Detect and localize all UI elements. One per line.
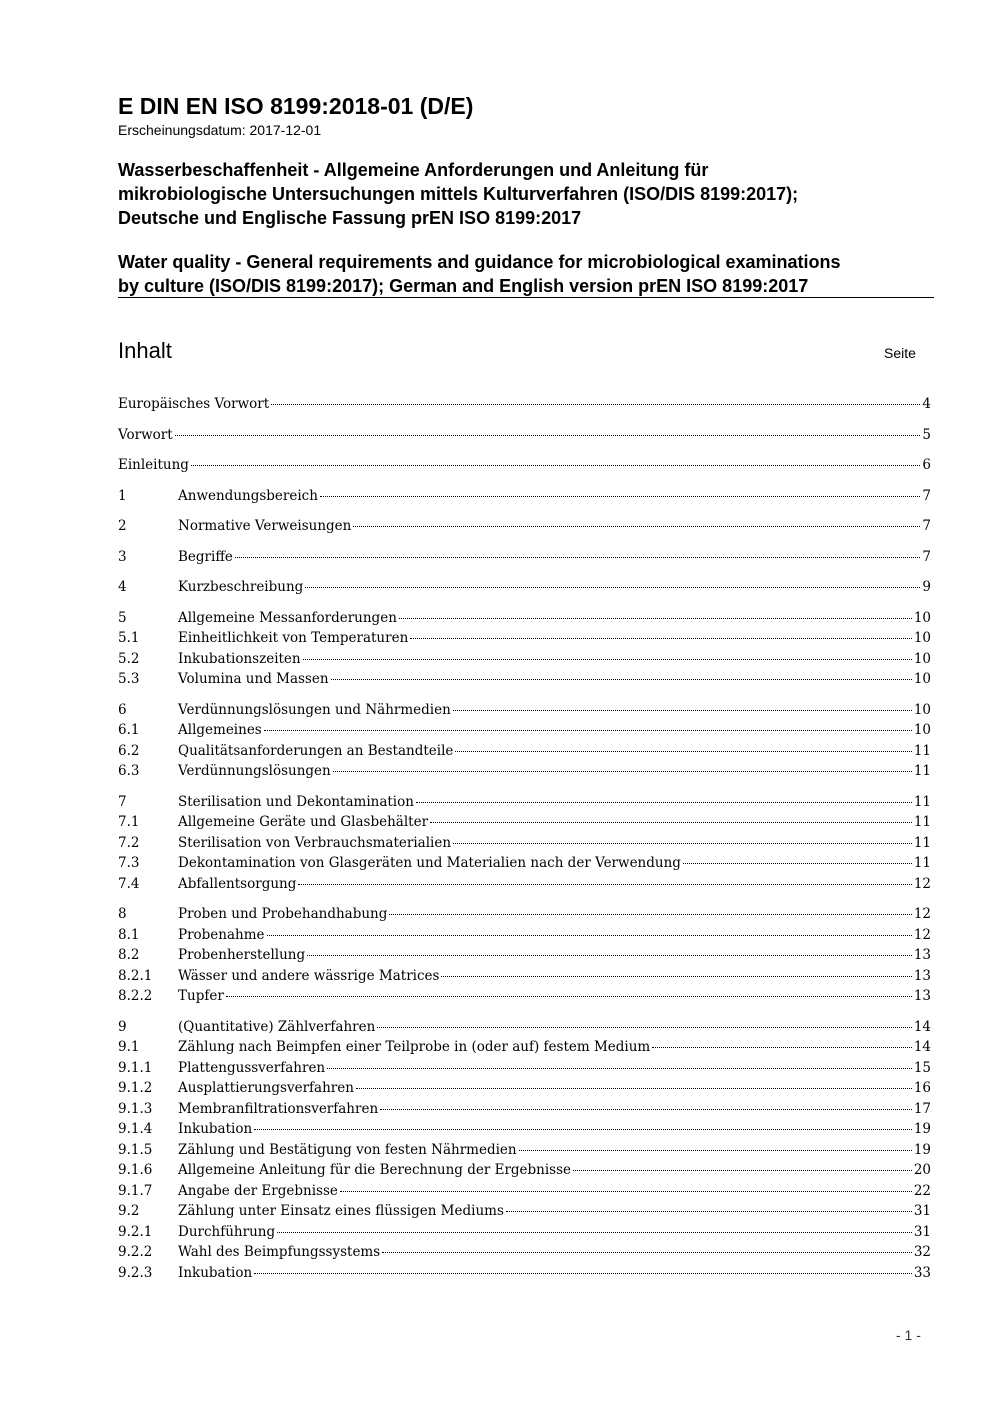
toc-entry-page: 20: [913, 1162, 931, 1178]
toc-entry-page: 11: [913, 855, 931, 871]
toc-entry-number: 9.2.1: [118, 1223, 153, 1240]
toc-entry-page: 9: [922, 579, 931, 595]
title-english: [118, 250, 938, 298]
toc-entry[interactable]: [118, 1222, 931, 1243]
toc-entry[interactable]: [118, 833, 931, 854]
toc-dot-leader: [298, 884, 911, 885]
toc-entry-title: Volumina und Massen: [178, 671, 329, 687]
toc-entry-number: 6: [118, 701, 127, 718]
toc-entry-page: 10: [913, 671, 931, 687]
toc-entry-page: 11: [913, 834, 931, 851]
toc-entry[interactable]: [118, 577, 931, 598]
toc-dot-leader: [235, 557, 921, 558]
toc-dot-leader: [254, 1273, 912, 1274]
toc-entry-number: 7.2: [118, 834, 140, 851]
toc-dot-leader: [382, 1252, 912, 1253]
toc-entry-title: (Quantitative) Zählverfahren: [178, 1018, 376, 1035]
toc-entry[interactable]: [118, 1242, 931, 1263]
toc-page-column-label: Seite: [884, 345, 916, 361]
toc-entry[interactable]: [118, 761, 931, 782]
toc-entry-title: Anwendungsbereich: [178, 487, 318, 504]
toc-entry-page: 19: [913, 1141, 931, 1158]
toc-dot-leader: [254, 1129, 912, 1130]
toc-entry[interactable]: [118, 425, 931, 446]
toc-entry[interactable]: [118, 792, 931, 813]
toc-entry-page: 31: [913, 1223, 931, 1240]
toc-entry[interactable]: [118, 1140, 931, 1161]
toc-entry-title: Wahl des Beimpfungssystems: [178, 1244, 381, 1260]
toc-entry-title: Proben und Probehandhabung: [178, 906, 388, 922]
toc-dot-leader: [191, 465, 920, 466]
toc-entry[interactable]: [118, 1119, 931, 1140]
toc-entry[interactable]: [118, 628, 931, 649]
toc-dot-leader: [683, 863, 912, 864]
toc-entry-number: 9.2: [118, 1203, 140, 1219]
toc-entry-page: 10: [913, 630, 931, 646]
toc-entry[interactable]: [118, 1099, 931, 1120]
toc-entry-page: 4: [922, 396, 931, 412]
toc-dot-leader: [305, 587, 920, 588]
toc-entry-page: 11: [913, 763, 931, 779]
toc-dot-leader: [226, 996, 912, 997]
toc-entry-number: 8.2.1: [118, 967, 153, 984]
toc-entry[interactable]: [118, 1160, 931, 1181]
toc-entry-page: 17: [913, 1100, 931, 1117]
toc-entry[interactable]: [118, 925, 931, 946]
toc-dot-leader: [380, 1109, 912, 1110]
toc-entry-page: 14: [913, 1039, 931, 1055]
toc-entry-title: Sterilisation und Dekontamination: [178, 793, 414, 810]
toc-entry-number: 1: [118, 487, 127, 504]
toc-dot-leader: [573, 1170, 912, 1171]
toc-entry-number: 5.2: [118, 650, 140, 667]
toc-entry[interactable]: [118, 741, 931, 762]
toc-entry-title: Vorwort: [118, 426, 173, 443]
title-german-line: Deutsche und Englische Fassung prEN ISO 8199:2017: [118, 208, 582, 228]
toc-entry-title: Wässer und andere wässrige Matrices: [178, 967, 440, 984]
toc-entry[interactable]: [118, 904, 931, 925]
toc-dot-leader: [389, 914, 911, 915]
toc-entry[interactable]: [118, 516, 931, 537]
toc-entry-title: Inkubationszeiten: [178, 650, 301, 667]
toc-heading: Inhalt: [118, 338, 172, 363]
toc-dot-leader: [377, 1027, 912, 1028]
toc-entry-title: Begriffe: [178, 548, 233, 565]
toc-entry-number: 9.1.7: [118, 1182, 153, 1199]
toc-dot-leader: [410, 638, 912, 639]
toc-entry-title: Tupfer: [178, 988, 224, 1004]
toc-entry-page: 32: [913, 1244, 931, 1260]
toc-entry-title: Ausplattierungsverfahren: [178, 1080, 354, 1096]
toc-entry-number: 5.1: [118, 630, 140, 646]
toc-entry-number: 9.1.2: [118, 1080, 153, 1096]
toc-entry-title: Membranfiltrationsverfahren: [178, 1100, 379, 1117]
toc-dot-leader: [307, 955, 912, 956]
publication-date: Erscheinungsdatum: 2017-12-01: [118, 122, 322, 138]
toc-entry[interactable]: [118, 1181, 931, 1202]
toc-entry-number: 9.1: [118, 1039, 140, 1055]
toc-entry-number: 2: [118, 518, 127, 534]
toc-entry-page: 10: [913, 609, 931, 626]
toc-entry-title: Durchführung: [178, 1223, 276, 1240]
toc-entry-title: Dekontamination von Glasgeräten und Materialien nach der Verwendung: [178, 855, 681, 871]
toc-entry-number: 4: [118, 579, 127, 595]
toc-entry-page: 7: [922, 518, 931, 534]
toc-entry-page: 11: [913, 814, 931, 830]
toc-entry-number: 9.1.6: [118, 1162, 153, 1178]
toc-entry-number: 6.3: [118, 763, 140, 779]
toc-entry-title: Sterilisation von Verbrauchsmaterialien: [178, 834, 452, 851]
toc-entry-title: Europäisches Vorwort: [118, 396, 270, 412]
toc-entry-page: 13: [913, 988, 931, 1004]
toc-entry-number: 8.2: [118, 947, 140, 963]
toc-dot-leader: [331, 679, 912, 680]
toc-entry[interactable]: [118, 853, 931, 874]
toc-entry[interactable]: [118, 986, 931, 1007]
toc-entry-page: 13: [913, 947, 931, 963]
toc-entry-title: Allgemeines: [178, 722, 262, 738]
toc-entry-page: 10: [913, 701, 931, 718]
toc-dot-leader: [340, 1191, 912, 1192]
toc-entry-title: Zählung und Bestätigung von festen Nährmedien: [178, 1141, 517, 1158]
toc-entry-title: Allgemeine Anleitung für die Berechnung der Ergebnisse: [178, 1162, 572, 1178]
toc-dot-leader: [453, 710, 912, 711]
toc-dot-leader: [327, 1068, 912, 1069]
toc-dot-leader: [353, 526, 920, 527]
toc-entry-title: Inkubation: [178, 1121, 253, 1137]
toc-entry-number: 7.4: [118, 875, 140, 892]
toc-dot-leader: [333, 771, 912, 772]
title-english-line: Water quality - General requirements and guidance for microbiological examinations: [118, 252, 841, 272]
toc-entry-page: 19: [913, 1121, 931, 1137]
toc-entry[interactable]: [118, 812, 931, 833]
toc-dot-leader: [441, 976, 911, 977]
toc-entry-title: Inkubation: [178, 1264, 253, 1281]
toc-entry-page: 15: [913, 1059, 931, 1076]
toc-entry-number: 9.1.3: [118, 1100, 153, 1117]
toc-entry[interactable]: [118, 1017, 931, 1038]
toc-entry-title: Verdünnungslösungen: [178, 763, 331, 779]
title-german-line: mikrobiologische Untersuchungen mittels Kulturverfahren (ISO/DIS 8199:2017);: [118, 184, 799, 204]
toc-entry-number: 9.1.1: [118, 1059, 153, 1076]
toc-entry-page: 11: [913, 793, 931, 810]
toc-entry-page: 12: [913, 926, 931, 943]
toc-entry-number: 9.2.3: [118, 1264, 153, 1281]
toc-entry-number: 7.1: [118, 814, 140, 830]
toc-entry-number: 7: [118, 793, 127, 810]
toc-entry-title: Allgemeine Geräte und Glasbehälter: [178, 814, 429, 830]
toc-dot-leader: [271, 404, 920, 405]
toc-entry[interactable]: [118, 1058, 931, 1079]
title-german: [118, 158, 938, 230]
toc-dot-leader: [453, 843, 912, 844]
toc-entry-number: 5.3: [118, 671, 140, 687]
toc-entry-page: 5: [922, 426, 931, 443]
toc-entry[interactable]: [118, 720, 931, 741]
toc-dot-leader: [277, 1232, 912, 1233]
toc-entry[interactable]: [118, 455, 931, 476]
page-number: - 1 -: [896, 1327, 921, 1343]
toc-dot-leader: [267, 935, 912, 936]
toc-entry-page: 7: [922, 548, 931, 565]
toc-entry-page: 12: [913, 875, 931, 892]
toc-entry-page: 7: [922, 487, 931, 504]
toc-dot-leader: [455, 751, 911, 752]
toc-entry[interactable]: [118, 1037, 931, 1058]
toc-dot-leader: [506, 1211, 912, 1212]
title-divider: [118, 297, 934, 298]
toc-dot-leader: [175, 435, 921, 436]
title-german-line: Wasserbeschaffenheit - Allgemeine Anforderungen und Anleitung für: [118, 160, 709, 180]
toc-entry-page: 16: [913, 1080, 931, 1096]
toc-entry[interactable]: [118, 966, 931, 987]
toc-entry-title: Probenherstellung: [178, 947, 306, 963]
document-code: E DIN EN ISO 8199:2018-01 (D/E): [118, 93, 474, 119]
toc-entry-title: Zählung unter Einsatz eines flüssigen Mediums: [178, 1203, 504, 1219]
toc-entry[interactable]: [118, 649, 931, 670]
toc-entry-title: Verdünnungslösungen und Nährmedien: [178, 701, 451, 718]
toc-entry-number: 8: [118, 906, 127, 922]
toc-entry[interactable]: [118, 945, 931, 966]
toc-entry-page: 12: [913, 906, 931, 922]
toc-entry[interactable]: [118, 669, 931, 690]
toc-entry-title: Qualitätsanforderungen an Bestandteile: [178, 742, 454, 759]
toc-entry-number: 8.2.2: [118, 988, 153, 1004]
toc-entry[interactable]: [118, 394, 931, 415]
toc-entry-number: 6.2: [118, 742, 140, 759]
toc-entry-number: 9.2.2: [118, 1244, 153, 1260]
toc-entry-title: Kurzbeschreibung: [178, 579, 304, 595]
toc-entry[interactable]: [118, 608, 931, 629]
toc-entry-title: Allgemeine Messanforderungen: [178, 609, 397, 626]
toc-entry-number: 9: [118, 1018, 127, 1035]
toc-entry-title: Angabe der Ergebnisse: [178, 1182, 338, 1199]
toc-entry-number: 5: [118, 609, 127, 626]
toc-entry-page: 10: [913, 722, 931, 738]
toc-dot-leader: [399, 618, 912, 619]
toc-dot-leader: [416, 802, 912, 803]
toc-entry-page: 31: [913, 1203, 931, 1219]
toc-entry-number: 7.3: [118, 855, 140, 871]
title-english-line: by culture (ISO/DIS 8199:2017); German and English version prEN ISO 8199:2017: [118, 276, 809, 296]
toc-entry-page: 10: [913, 650, 931, 667]
toc-entry-number: 9.1.4: [118, 1121, 153, 1137]
toc-entry[interactable]: [118, 1078, 931, 1099]
toc-dot-leader: [303, 659, 912, 660]
toc-entry-title: Abfallentsorgung: [178, 875, 297, 892]
toc-entry-title: Normative Verweisungen: [178, 518, 352, 534]
toc-entry-number: 8.1: [118, 926, 140, 943]
toc-entry[interactable]: [118, 1263, 931, 1284]
toc-entry[interactable]: [118, 700, 931, 721]
toc-entry-number: 6.1: [118, 722, 140, 738]
toc-entry[interactable]: [118, 486, 931, 507]
toc-entry-page: 22: [913, 1182, 931, 1199]
toc-entry-title: Zählung nach Beimpfen einer Teilprobe in (oder auf) festem Medium: [178, 1039, 651, 1055]
toc-entry-page: 6: [922, 457, 931, 473]
toc-entry-page: 33: [913, 1264, 931, 1281]
toc-entry-title: Plattengussverfahren: [178, 1059, 326, 1076]
toc-entry-page: 11: [913, 742, 931, 759]
toc-dot-leader: [430, 822, 912, 823]
toc-entry[interactable]: [118, 874, 931, 895]
toc-entry-page: 14: [913, 1018, 931, 1035]
toc-dot-leader: [519, 1150, 912, 1151]
toc-entry-number: 9.1.5: [118, 1141, 153, 1158]
toc-entry-number: 3: [118, 548, 127, 565]
toc-entry-title: Einheitlichkeit von Temperaturen: [178, 630, 409, 646]
toc-entry[interactable]: [118, 547, 931, 568]
toc-entry-title: Einleitung: [118, 457, 189, 473]
toc-dot-leader: [356, 1088, 912, 1089]
toc-dot-leader: [264, 730, 912, 731]
toc-entry-page: 13: [913, 967, 931, 984]
toc-dot-leader: [320, 496, 920, 497]
toc-entry-title: Probenahme: [178, 926, 265, 943]
toc-entry[interactable]: [118, 1201, 931, 1222]
toc-dot-leader: [652, 1047, 912, 1048]
table-of-contents: [118, 394, 931, 1283]
